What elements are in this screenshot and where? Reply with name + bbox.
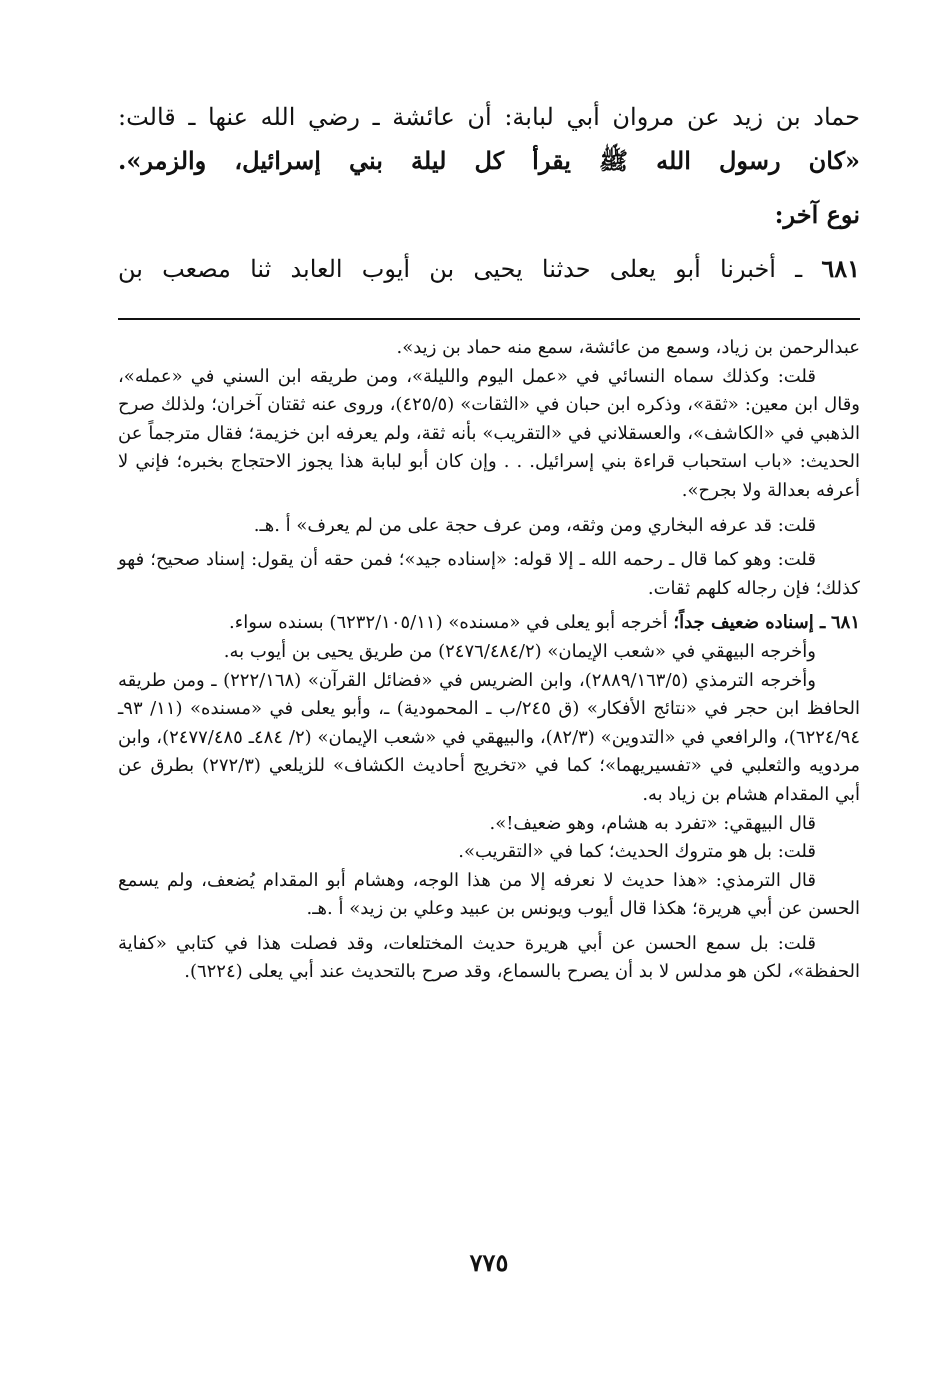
footnote-paragraph-11: قلت: بل سمع الحسن عن أبي هريرة حديث المختلعات، وقد فصلت هذا في كتابي «كفاية الحفظة»، لكن هو مدلس لا بد أن يصرح بالسماع، وقد صرح بالتحديث عند أبي يعلى (٦٢٢٤).: [118, 932, 860, 983]
section-heading: نوع آخر:: [774, 200, 860, 229]
footnotes: [118, 334, 860, 987]
hadith-681-text: ـ أخبرنا أبو يعلى حدثنا يحيى بن أيوب العابد ثنا مصعب بن: [118, 255, 803, 283]
footnote-paragraph-6: وأخرجه البيهقي في «شعب الإيمان» (٢٤٧٦/٤٨٤/٢) من طريق يحيى بن أيوب به.: [223, 640, 816, 662]
footnote-681-number: ٦٨١: [830, 612, 860, 634]
footnote-681-grading: ـ إسناده ضعيف جداً؛: [673, 612, 826, 634]
footnote-divider: [118, 318, 860, 320]
hadith-quote: «كان رسول الله ﷺ يقرأ كل ليلة بني إسرائيل، والزمر».: [118, 146, 860, 175]
footnote-paragraph-3: قلت: قد عرفه البخاري ومن وثقه، ومن عرف حجة على من لم يعرف» أ .هـ.: [253, 514, 816, 536]
footnote-paragraph-2: قلت: وكذلك سماه النسائي في «عمل اليوم والليلة»، ومن طريقه ابن السني في «عمله»، وقال ابن معين: «ثقة»، وذكره ابن حبان في «الثقات» (٤٢٥/٥)، وروى عنه ثقتان آخران؛ ولذلك صرح الذهبي في «الكاشف»، والعسقلاني في «التقريب» بأنه ثقة، ولم يعرفه ابن خزيمة؛ فقال مترجماً عن الحديث: «باب استحباب قراءة بني إسرائيل. . . وإن كان أبو لبابة هذا يجوز الاحتجاج بخبره؛ فإني لا أعرفه بعدالة ولا بجرح».: [118, 365, 861, 501]
footnote-paragraph-4: قلت: وهو كما قال ـ رحمه الله ـ إلا قوله: «إسناده جيد»؛ فمن حقه أن يقول: إسناد صحيح؛ فهو كذلك؛ فإن رجاله كلهم ثقات.: [118, 549, 860, 599]
page-number: ٧٧٥: [469, 1248, 509, 1277]
footnote-paragraph-10: قال الترمذي: «هذا حديث لا نعرفه إلا من هذا الوجه، وهشام أبو المقدام يُضعف، ولم يسمع الحسن عن أبي هريرة؛ هكذا قال أيوب ويونس بن عبيد وعلي بن زيد» أ .هـ.: [118, 869, 860, 920]
footnote-paragraph-9: قلت: بل هو متروك الحديث؛ كما في «التقريب».: [458, 841, 816, 863]
footnote-paragraph-1: عبدالرحمن بن زياد، وسمع من عائشة، سمع منه حماد بن زيد».: [396, 337, 860, 358]
footnote-681: [118, 609, 860, 638]
hadith-number: ٦٨١: [821, 254, 860, 283]
book-page: [118, 0, 860, 1373]
main-text-line-1: حماد بن زيد عن مروان أبي لبابة: أن عائشة ـ رضي الله عنها ـ قالت:: [118, 103, 860, 131]
footnote-paragraph-8: قال البيهقي: «تفرد به هشام، وهو ضعيف!».: [489, 812, 816, 834]
footnote-681-text: أخرجه أبو يعلى في «مسنده» (٦٢٣٢/١٠٥/١١) بسنده سواء.: [229, 612, 668, 634]
footnote-paragraph-7: وأخرجه الترمذي (٢٨٨٩/١٦٣/٥)، وابن الضريس في «فضائل القرآن» (٢٢٢/١٦٨) ـ ومن طريقه الحافظ ابن حجر في «نتائج الأفكار» (ق ٢٤٥/ب ـ المحمودية) ـ، وأبو يعلى في «مسنده» (١١/ ٩٣ـ ٦٢٢٤/٩٤)، والرافعي في «التدوين» (٨٢/٣)، والبيهقي في «شعب الإيمان» (٢/ ٤٨٤ـ ٢٤٧٧/٤٨٥)، وابن مردويه والثعلبي في «تفسيريهما»؛ كما في «تخريج أحاديث الكشاف» للزيلعي (٢٧٢/٣) بطرق عن أبي المقدام هشام بن زياد به.: [118, 669, 860, 805]
hadith-681-chain: [118, 252, 860, 286]
